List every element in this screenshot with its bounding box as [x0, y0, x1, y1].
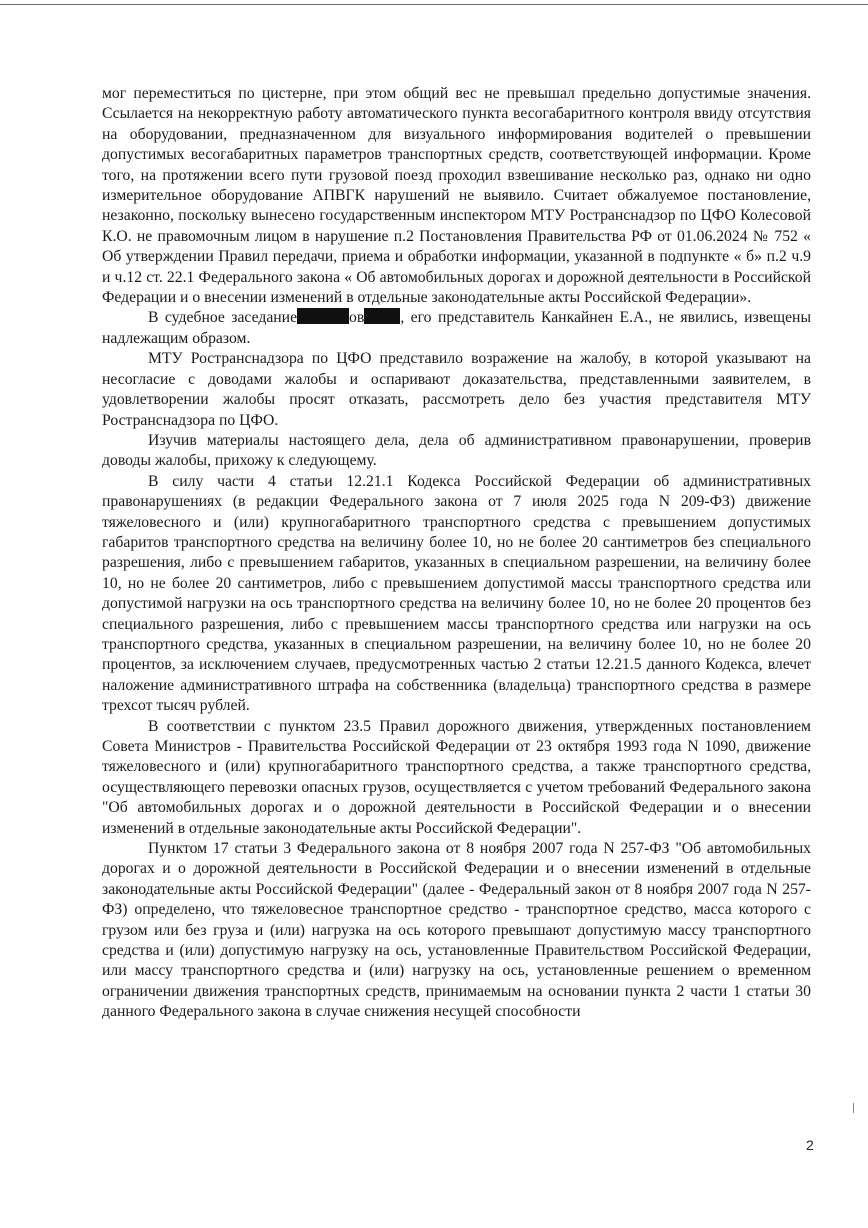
paragraph-6: В соответствии с пунктом 23.5 Правил дорожного движения, утвержденных постановлением Совета Министров - Правительства Российской Федерации от 23 октября 1993 года N 1090, движение тяжеловесного и (или) крупногабаритного транспортного средства, а также транспортного средства, осуществляющего перевозки опасных грузов, осуществляется с учетом требований Федерального закона "Об автомобильных дорогах и о дорожной деятельности в Российской Федерации и о внесении изменений в отдельные законодательные акты Российской Федерации".: [102, 717, 811, 837]
redaction-block: [297, 308, 349, 324]
paragraph-5: В силу части 4 статьи 12.21.1 Кодекса Российской Федерации об административных правонарушениях (в редакции Федерального закона от 7 июля 2025 года N 209-ФЗ) движение тяжеловесного и (или) крупногабаритного транспортного средства с превышением допустимых габаритов транспортного средства на величину более 10, но не более 20 сантиметров без специального разрешения, либо с превышением габаритов, указанных в специальном разрешении, на величину более 10, но не более 20 сантиметров, либо с превышением допустимой массы транспортного средства или допустимой нагрузки на ось транспортного средства на величину более 10, но не более 20 процентов без специального разрешения, либо с превышением массы транспортного средства или нагрузки на ось транспортного средства, указанных в специальном разрешении, на величину более 10, но не более 20 процентов, за исключением случаев, предусмотренных частью 2 статьи 12.21.5 данного Кодекса, влечет наложение административного штрафа на собственника (владельца) транспортного средства в размере трехсот тысяч рублей.: [102, 472, 811, 715]
page-number: 2: [806, 1137, 814, 1153]
paragraph-2: [102, 308, 811, 349]
document-body: [102, 84, 811, 1023]
paragraph-2-middle: ов: [349, 309, 365, 327]
paragraph-4: Изучив материалы настоящего дела, дела об административном правонарушении, проверив доводы жалобы, прихожу к следующему.: [102, 431, 811, 470]
paragraph-2-after: , его представитель Канкайнен Е.А., не явились, извещены надлежащим образом.: [102, 309, 811, 347]
scan-edge-line: [0, 4, 868, 5]
paragraph-3: МТУ Ространснадзора по ЦФО представило возражение на жалобу, в которой указывают на несогласие с доводами жалобы и оспаривают доказательства, представленными заявителем, в удовлетворении жалобы просят отказать, рассмотреть дело без участия представителя МТУ Ространснадзора по ЦФО.: [102, 350, 811, 429]
scan-mark: [853, 1103, 854, 1113]
paragraph-7: Пунктом 17 статьи 3 Федерального закона от 8 ноября 2007 года N 257-ФЗ "Об автомобильных дорогах и о дорожной деятельности в Российской Федерации и о внесении изменений в отдельные законодательные акты Российской Федерации" (далее - Федеральный закон от 8 ноября 2007 года N 257-ФЗ) определено, что тяжеловесное транспортное средство - транспортное средство, масса которого с грузом или без груза и (или) нагрузка на ось которого превышают допустимую массу транспортного средства и (или) допустимую нагрузку на ось, установленные Правительством Российской Федерации, или массу транспортного средства и (или) нагрузку на ось, установленные решением о временном ограничении движения транспортных средств, принимаемым на основании пункта 2 части 1 статьи 30 данного Федерального закона в случае снижения несущей способности: [102, 840, 811, 1021]
paragraph-2-before: В судебное заседание: [148, 309, 298, 327]
redaction-block: [364, 308, 400, 324]
paragraph-1: мог переместиться по цистерне, при этом общий вес не превышал предельно допустимые значения. Ссылается на некорректную работу автоматического пункта весогабаритного контроля ввиду отсутствия на оборудовании, предназначенном для визуального информирования водителей о превышении допустимых весогабаритных параметров транспортных средств, соответствующей информации. Кроме того, на протяжении всего пути грузовой поезд проходил взвешивание несколько раз, однако ни одно измерительное оборудование АПВГК нарушений не выявило. Считает обжалуемое постановление, незаконно, поскольку вынесено государственным инспектором МТУ Ространснадзор по ЦФО Колесовой К.О. не правомочным лицом в нарушение п.2 Постановления Правительства РФ от 01.06.2024 № 752 « Об утверждении Правил передачи, приема и обработки информации, указанной в подпункте « б» п.2 ч.9 и ч.12 ст. 22.1 Федерального закона « Об автомобильных дорогах и дорожной деятельности в Российской Федерации и о внесении изменений в отдельные законодательные акты Российской Федерации».: [102, 85, 811, 307]
